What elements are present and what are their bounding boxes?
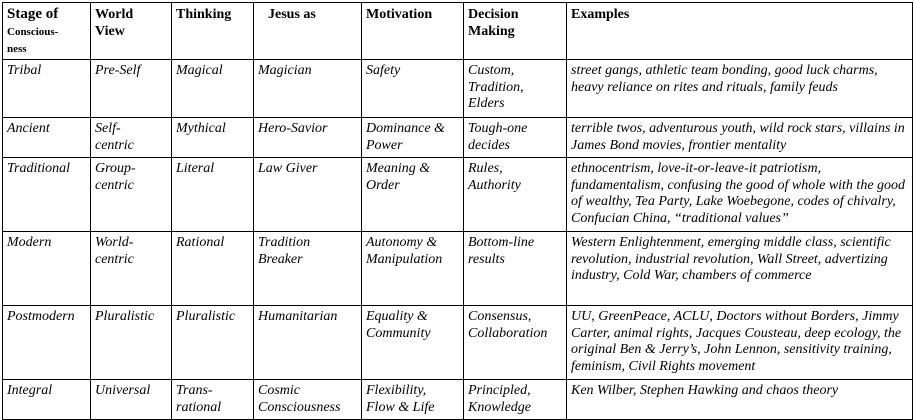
header-stage <box>3 3 91 60</box>
cell-jesus-as: Tradition Breaker <box>254 232 362 306</box>
cell-thinking: Magical <box>172 60 254 118</box>
cell-examples: Western Enlightenment, emerging middle class, scientific revolution, industrial revolution, Wall Street, advertizing industry, Cold War, chambers of commerce <box>567 232 913 306</box>
cell-decision-making: Bottom-line results <box>464 232 567 306</box>
cell-jesus-as: Humanitarian <box>254 306 362 380</box>
cell-thinking: Literal <box>172 158 254 232</box>
cell-stage: Traditional <box>3 158 91 232</box>
cell-worldview: World- centric <box>91 232 172 306</box>
cell-decision-making: Principled, Knowledge <box>464 380 567 420</box>
cell-worldview: Pluralistic <box>91 306 172 380</box>
cell-stage: Ancient <box>3 118 91 158</box>
cell-examples: street gangs, athletic team bonding, good luck charms, heavy reliance on rites and rituals, family feuds <box>567 60 913 118</box>
cell-motivation: Equality & Community <box>362 306 464 380</box>
cell-decision-making: Consensus, Collaboration <box>464 306 567 380</box>
cell-decision-making: Custom, Tradition, Elders <box>464 60 567 118</box>
cell-jesus-as: Cosmic Consciousness <box>254 380 362 420</box>
header-worldview: World View <box>91 3 172 60</box>
cell-jesus-as: Magician <box>254 60 362 118</box>
table-row <box>3 158 913 232</box>
cell-motivation: Dominance & Power <box>362 118 464 158</box>
header-examples: Examples <box>567 3 913 60</box>
cell-motivation: Meaning & Order <box>362 158 464 232</box>
cell-worldview: Self- centric <box>91 118 172 158</box>
header-row <box>3 3 913 60</box>
cell-thinking: Rational <box>172 232 254 306</box>
cell-stage: Modern <box>3 232 91 306</box>
table-row <box>3 306 913 380</box>
header-jesus-as: Jesus as <box>254 3 362 60</box>
cell-thinking: Mythical <box>172 118 254 158</box>
header-decision-making: Decision Making <box>464 3 567 60</box>
table-row <box>3 380 913 420</box>
header-motivation: Motivation <box>362 3 464 60</box>
cell-thinking: Trans- rational <box>172 380 254 420</box>
consciousness-stages-table <box>2 2 913 420</box>
cell-thinking: Pluralistic <box>172 306 254 380</box>
cell-examples: terrible twos, adventurous youth, wild rock stars, villains in James Bond movies, frontier mentality <box>567 118 913 158</box>
cell-decision-making: Rules, Authority <box>464 158 567 232</box>
cell-stage: Integral <box>3 380 91 420</box>
cell-examples: ethnocentrism, love-it-or-leave-it patriotism, fundamentalism, confusing the good of whole with the good of wealthy, Tea Party, Lake Woebegone, codes of chivalry, Confucian China, “traditional values” <box>567 158 913 232</box>
cell-motivation: Autonomy & Manipulation <box>362 232 464 306</box>
table-row <box>3 118 913 158</box>
cell-examples: Ken Wilber, Stephen Hawking and chaos theory <box>567 380 913 420</box>
cell-jesus-as: Law Giver <box>254 158 362 232</box>
cell-decision-making: Tough-one decides <box>464 118 567 158</box>
table-row <box>3 60 913 118</box>
header-stage-line1: Stage of <box>7 6 59 22</box>
header-stage-line2: Conscious- ness <box>7 26 59 55</box>
table-row <box>3 232 913 306</box>
cell-stage: Tribal <box>3 60 91 118</box>
cell-worldview: Universal <box>91 380 172 420</box>
cell-motivation: Safety <box>362 60 464 118</box>
cell-worldview: Pre-Self <box>91 60 172 118</box>
cell-stage: Postmodern <box>3 306 91 380</box>
cell-examples: UU, GreenPeace, ACLU, Doctors without Borders, Jimmy Carter, animal rights, Jacques Cousteau, deep ecology, the original Ben & Jerry’s, John Lennon, sensitivity training, feminism, Civil Rights movement <box>567 306 913 380</box>
cell-motivation: Flexibility, Flow & Life <box>362 380 464 420</box>
cell-worldview: Group- centric <box>91 158 172 232</box>
header-thinking: Thinking <box>172 3 254 60</box>
cell-jesus-as: Hero-Savior <box>254 118 362 158</box>
